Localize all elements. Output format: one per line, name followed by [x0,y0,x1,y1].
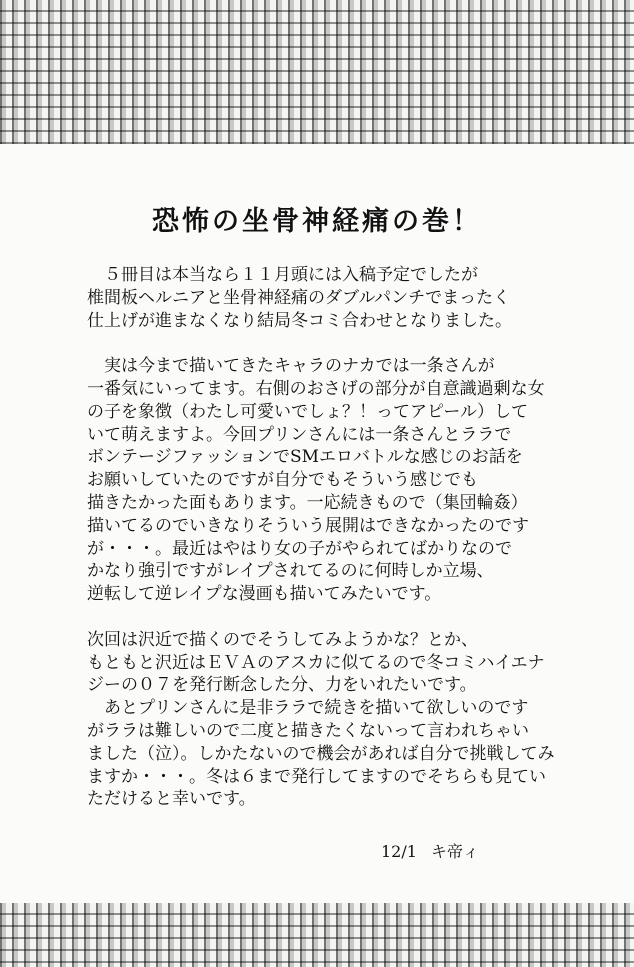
text-line: 逆転して逆レイプな漫画も描いてみたいです。 [87,584,442,605]
paragraph-gap [87,606,557,629]
text-line: の子を象徴（わたし可愛いでしょ？！ってアピール）して [87,401,528,422]
text-line: 次回は沢近で描くのでそうしてみようかな？とか、 [87,629,478,650]
signature [381,839,493,862]
text-line: ました（泣）。しかたないので機会があれば自分で挑戦してみ [87,743,555,764]
text-line: お願いしていたのですが自分でもそういう感じでも [87,470,478,491]
text-line: 一番気にいってます。右側のおさげの部分が自意識過剰な女 [87,378,545,399]
text-line: かなり強引ですがレイプされてるのに何時しか立場、 [87,561,494,582]
text-line: 仕上げが進まなくなり結局冬コミ合わせとなりました。 [87,310,512,331]
text-line: 描きたかった面もあります。一応続きもので（集団輪姦） [87,492,528,513]
text-line: 椎間板ヘルニアと坐骨神経痛のダブルパンチでまったく [87,287,511,308]
text-line: が・・・。最近はやはり女の子がやられてばかりなので [87,538,512,559]
text-line: ますか・・・。冬は６まで発行してますのでそちらも見てい [87,766,546,787]
text-page [0,144,634,903]
checkered-border-bottom [0,903,634,967]
text-line: ただけると幸いです。 [87,789,256,810]
paragraph-1 [87,264,557,332]
text-line: 実は今まで描いてきたキャラのナカでは一条さんが [87,356,495,377]
signature-date: 12/1 [381,842,417,861]
text-line: あとプリンさんに是非ララで続きを描いて欲しいのです [87,698,529,719]
page-title: 恐怖の坐骨神経痛の巻！ [152,206,482,237]
paragraph-2 [87,355,557,606]
checkered-border-top [0,0,634,144]
paragraph-3 [87,629,557,811]
text-line: いて萌えますよ。今回プリンさんには一条さんとララで [87,424,512,445]
paragraph-gap [87,332,557,355]
text-line: がララは難しいので二度と描きたくないって言われちゃい [87,720,529,741]
text-line: ボンテージファッションでSMエロバトルな感じのお話を [87,447,523,468]
text-line: もともと沢近はＥＶＡのアスカに似てるので冬コミハイエナ [87,652,545,673]
signature-author: キ帝ィ [430,842,479,861]
body-text [87,264,557,811]
text-line: ジーの０７を発行断念した分、力をいれたいです。 [87,675,477,696]
text-line: ５冊目は本当なら１１月頭には入稿予定でしたが [87,265,478,285]
text-line: 描いてるのでいきなりそういう展開はできなかったのです [87,515,529,536]
